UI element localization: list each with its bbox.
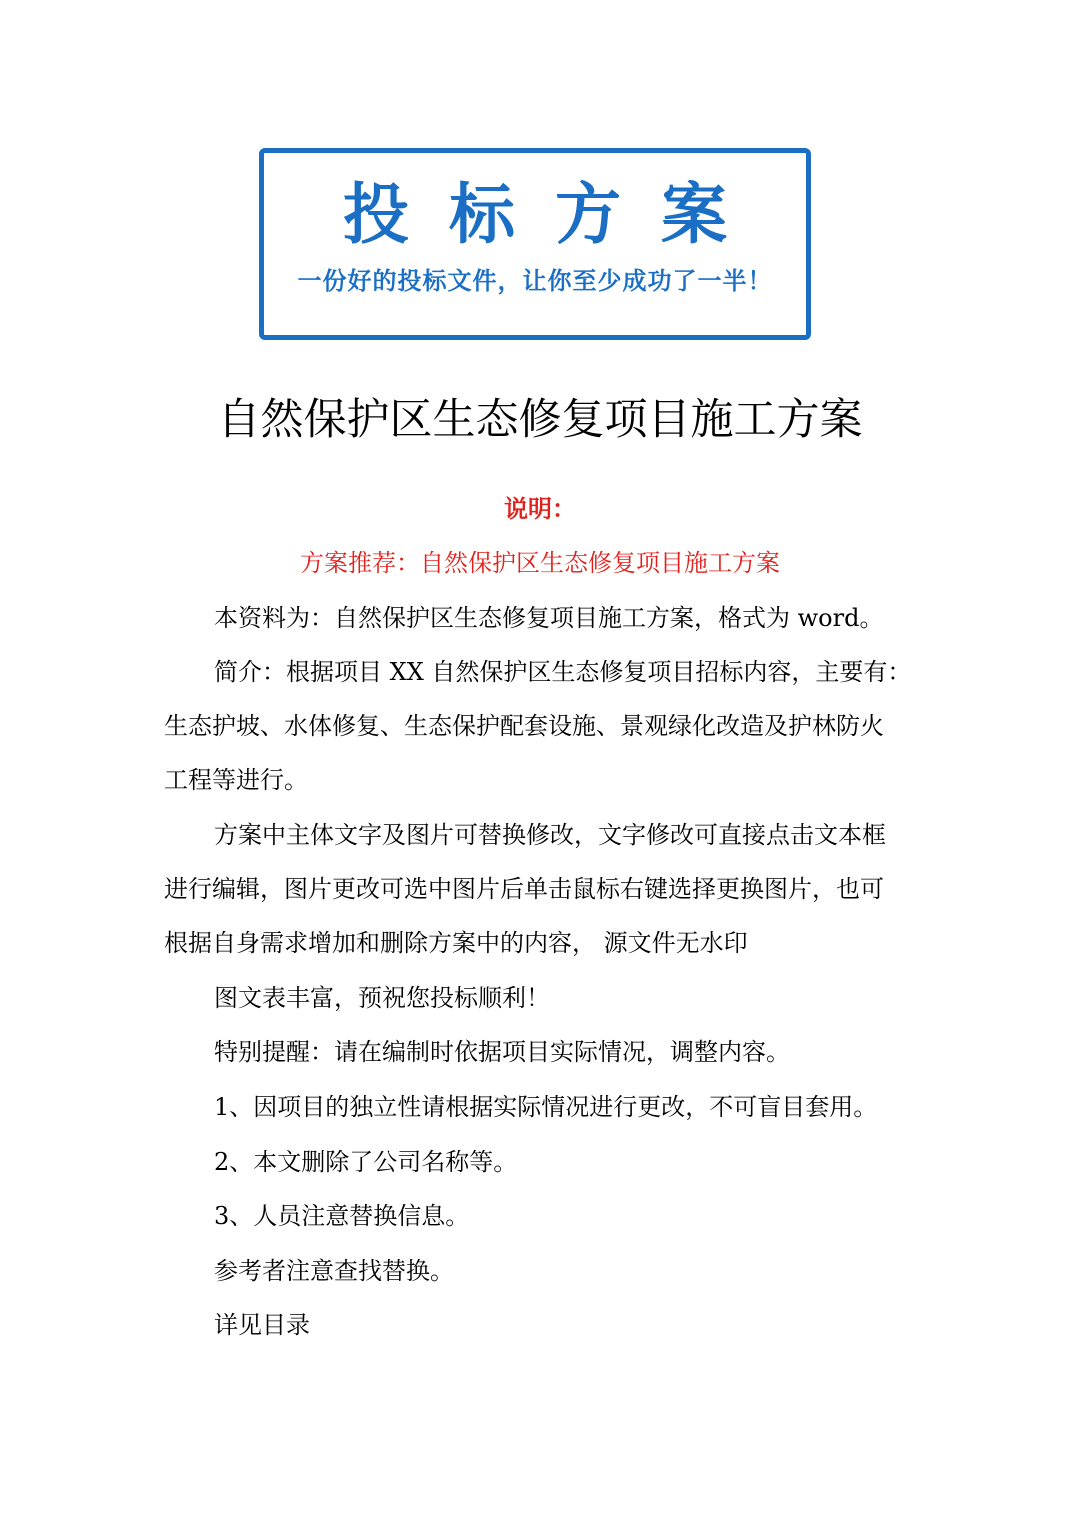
paragraph-intro-line-2: 生态护坡、水体修复、生态保护配套设施、景观绿化改造及护林防火 <box>164 712 884 740</box>
list-item-1: 1、因项目的独立性请根据实际情况进行更改，不可盲目套用。 <box>214 1093 878 1121</box>
paragraph-wishes: 图文表丰富，预祝您投标顺利！ <box>214 984 550 1012</box>
paragraph-reference: 参考者注意查找替换。 <box>214 1257 454 1285</box>
document-title: 自然保护区生态修复项目施工方案 <box>217 395 863 445</box>
recommend-line: 方案推荐：自然保护区生态修复项目施工方案 <box>300 549 780 577</box>
paragraph-format: 本资料为：自然保护区生态修复项目施工方案，格式为 word。 <box>214 604 884 632</box>
banner-slogan: 一份好的投标文件，让你至少成功了一半！ <box>297 267 773 295</box>
paragraph-edit-line-3: 根据自身需求增加和删除方案中的内容， 源文件无水印 <box>164 929 748 957</box>
list-item-3: 3、人员注意替换信息。 <box>214 1202 470 1230</box>
paragraph-edit-line-1: 方案中主体文字及图片可替换修改，文字修改可直接点击文本框 <box>214 821 886 849</box>
paragraph-edit-line-2: 进行编辑，图片更改可选中图片后单击鼠标右键选择更换图片，也可 <box>164 875 884 903</box>
paragraph-reminder: 特别提醒：请在编制时依据项目实际情况，调整内容。 <box>214 1038 790 1066</box>
explain-heading: 说明： <box>504 494 576 523</box>
banner-title: 投标方案 <box>343 176 767 253</box>
list-item-2: 2、本文删除了公司名称等。 <box>214 1148 518 1176</box>
paragraph-intro-line-3: 工程等进行。 <box>164 766 308 794</box>
paragraph-intro-line-1: 简介：根据项目 XX 自然保护区生态修复项目招标内容，主要有： <box>214 658 912 686</box>
banner-box <box>259 148 811 340</box>
paragraph-see-toc: 详见目录 <box>214 1311 310 1339</box>
